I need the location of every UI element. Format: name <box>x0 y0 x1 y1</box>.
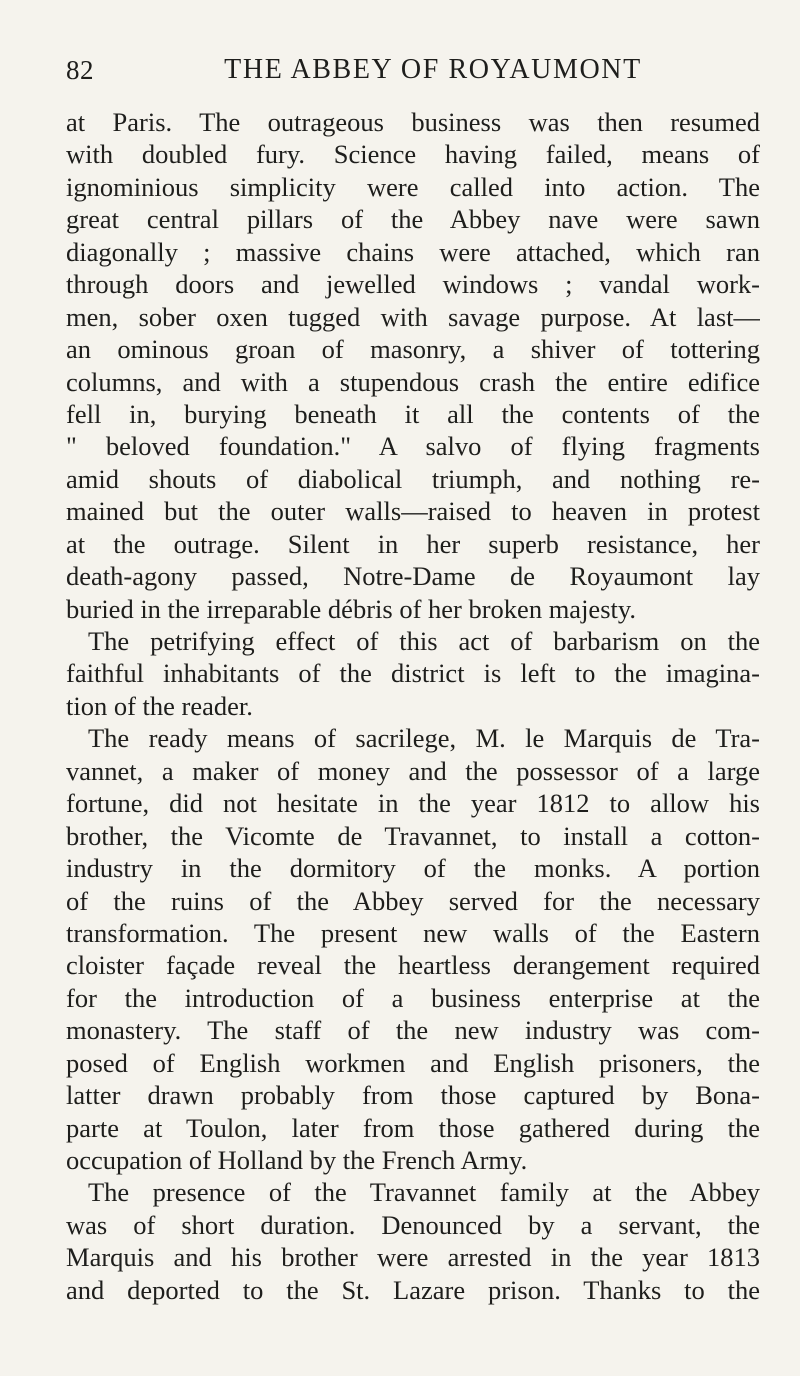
running-title: THE ABBEY OF ROYAUMONT <box>224 54 642 85</box>
text-line: parte at Toulon, later from those gathered during the <box>66 1112 760 1143</box>
text-line: at the outrage. Silent in her superb resistance, her <box>66 528 760 559</box>
text-line: posed of English workmen and English prisoners, the <box>66 1047 760 1078</box>
text-line: death-agony passed, Notre-Dame de Royaumont lay <box>66 561 760 592</box>
text-line: The presence of the Travannet family at the Abbey <box>88 1177 760 1208</box>
text-line: faithful inhabitants of the district is left to the imagina- <box>66 658 760 689</box>
text-line: tion of the reader. <box>66 690 253 721</box>
text-line: latter drawn probably from those captured by Bona- <box>66 1080 760 1111</box>
text-line: an ominous groan of masonry, a shiver of tottering <box>66 334 760 365</box>
text-line: with doubled fury. Science having failed, means of <box>66 139 760 170</box>
text-line: industry in the dormitory of the monks. A portion <box>66 853 760 884</box>
text-line: transformation. The present new walls of the Eastern <box>66 917 760 948</box>
text-line: men, sober oxen tugged with savage purpose. At last— <box>66 301 760 332</box>
text-line: occupation of Holland by the French Army. <box>66 1145 528 1175</box>
body-text <box>66 106 760 1306</box>
text-line: " beloved foundation." A salvo of flying fragments <box>66 431 760 462</box>
text-line: ignominious simplicity were called into action. The <box>66 171 760 202</box>
text-line: vannet, a maker of money and the possessor of a large <box>66 755 760 786</box>
text-line: buried in the irreparable débris of her broken majesty. <box>66 593 637 624</box>
text-line: monastery. The staff of the new industry was com- <box>66 1015 760 1046</box>
text-line: brother, the Vicomte de Travannet, to install a cotton- <box>66 820 760 851</box>
text-line: great central pillars of the Abbey nave were sawn <box>66 204 760 235</box>
text-line: fortune, did not hesitate in the year 1812 to allow his <box>66 788 760 819</box>
page-number: 82 <box>66 55 94 85</box>
text-line: The ready means of sacrilege, M. le Marquis de Tra- <box>88 723 760 754</box>
text-line: Marquis and his brother were arrested in the year 1813 <box>66 1242 760 1273</box>
text-line: fell in, burying beneath it all the contents of the <box>66 398 760 429</box>
text-line: amid shouts of diabolical triumph, and nothing re- <box>66 463 760 494</box>
text-line: at Paris. The outrageous business was then resumed <box>66 107 760 137</box>
text-line: cloister façade reveal the heartless derangement required <box>66 950 760 981</box>
text-line: for the introduction of a business enterprise at the <box>66 982 760 1013</box>
text-line: was of short duration. Denounced by a servant, the <box>66 1209 760 1240</box>
text-line: and deported to the St. Lazare prison. Thanks to the <box>66 1274 760 1305</box>
text-line: of the ruins of the Abbey served for the necessary <box>66 885 760 916</box>
text-line: diagonally ; massive chains were attached, which ran <box>66 236 760 267</box>
text-line: mained but the outer walls—raised to heaven in protest <box>66 496 760 527</box>
text-line: The petrifying effect of this act of barbarism on the <box>88 626 760 656</box>
text-line: through doors and jewelled windows ; vandal work- <box>66 269 760 300</box>
text-line: columns, and with a stupendous crash the entire edifice <box>66 366 760 397</box>
running-head <box>66 52 760 92</box>
